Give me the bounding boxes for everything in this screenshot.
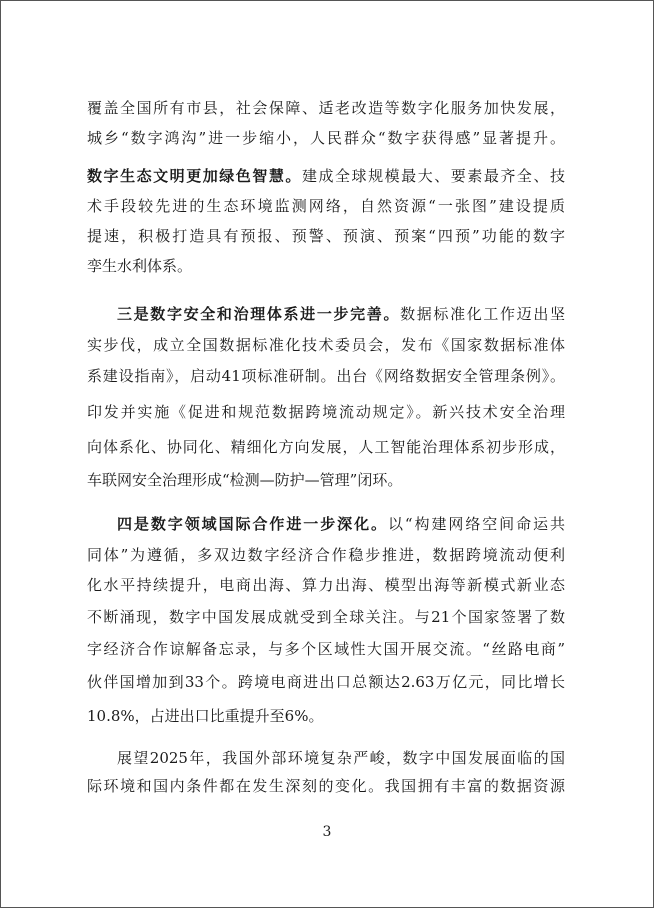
- line-text: 城乡“数字鸿沟”进一步缩小，人民群众“数字获得感”显著提升。: [87, 129, 565, 147]
- line-text: 字经济合作谅解备忘录，与多个区域性大国开展交流。“丝路电商”: [87, 640, 565, 658]
- text-line: [117, 744, 565, 772]
- line-text: 同体”为遵循，多双边数字经济合作稳步推进，数据跨境流动便利: [87, 546, 565, 564]
- text-line: [87, 541, 565, 569]
- section-heading: 数字生态文明更加绿色智慧。: [87, 167, 302, 185]
- line-text: 术手段较先进的生态环境监测网络，自然资源“一张图”建设提质: [87, 197, 565, 215]
- text-line: [87, 362, 565, 390]
- page-number: 3: [322, 824, 332, 840]
- line-text: 覆盖全国所有市县，社会保障、适老改造等数字化服务加快发展，: [87, 99, 565, 117]
- line-text: 向体系化、协同化、精细化方向发展，人工智能治理体系初步形成，: [87, 438, 565, 456]
- text-line: [87, 603, 565, 631]
- text-line: [87, 772, 565, 800]
- line-text: 化水平持续提升，电商出海、算力出海、模型出海等新模式新业态: [87, 576, 565, 594]
- line-text: 车联网安全治理形成“检测—防护—管理”闭环。: [87, 471, 403, 489]
- line-text: 展望2025年，我国外部环境复杂严峻，数字中国发展面临的国: [117, 749, 565, 767]
- text-line: [117, 300, 565, 328]
- line-text: 印发并实施《促进和规范数据跨境流动规定》。新兴技术安全治理: [87, 403, 565, 421]
- line-text: 以“构建网络空间命运共: [387, 515, 565, 533]
- line-text: 际环境和国内条件都在发生深刻的变化。我国拥有丰富的数据资源: [87, 777, 565, 795]
- line-text: 建成全球规模最大、要素最齐全、技: [301, 167, 565, 185]
- text-line: [87, 466, 565, 494]
- text-line: [87, 331, 565, 359]
- text-line: [87, 94, 565, 122]
- line-text: 伙伴国增加到33个。跨境电商进出口总额达2.63万亿元，同比增长: [87, 673, 565, 691]
- line-text: 不断涌现，数字中国发展成就受到全球关注。与21个国家签署了数: [87, 608, 565, 626]
- line-text: 实步伐，成立全国数据标准化技术委员会，发布《国家数据标准体: [87, 336, 565, 354]
- text-line: [87, 702, 565, 730]
- text-line: [87, 433, 565, 461]
- line-text: 系建设指南》，启动41项标准研制。出台《网络数据安全管理条例》。: [87, 367, 565, 385]
- line-text: 10.8%，占进出口比重提升至6%。: [87, 707, 324, 725]
- text-line: [87, 398, 565, 426]
- text-line: [87, 124, 565, 152]
- line-text: 提速，积极打造具有预报、预警、预演、预案“四预”功能的数字: [87, 227, 565, 245]
- text-line: [87, 192, 565, 220]
- text-line: [87, 162, 565, 190]
- text-line: [87, 252, 565, 280]
- line-text: 孪生水利体系。: [87, 257, 193, 275]
- text-line: [117, 510, 565, 538]
- section-heading: 三是数字安全和治理体系进一步完善。: [117, 305, 401, 323]
- text-line: [87, 571, 565, 599]
- text-line: [87, 668, 565, 696]
- line-text: 数据标准化工作迈出坚: [400, 305, 565, 323]
- text-line: [87, 222, 565, 250]
- section-heading: 四是数字领域国际合作进一步深化。: [117, 515, 388, 533]
- text-line: [87, 635, 565, 663]
